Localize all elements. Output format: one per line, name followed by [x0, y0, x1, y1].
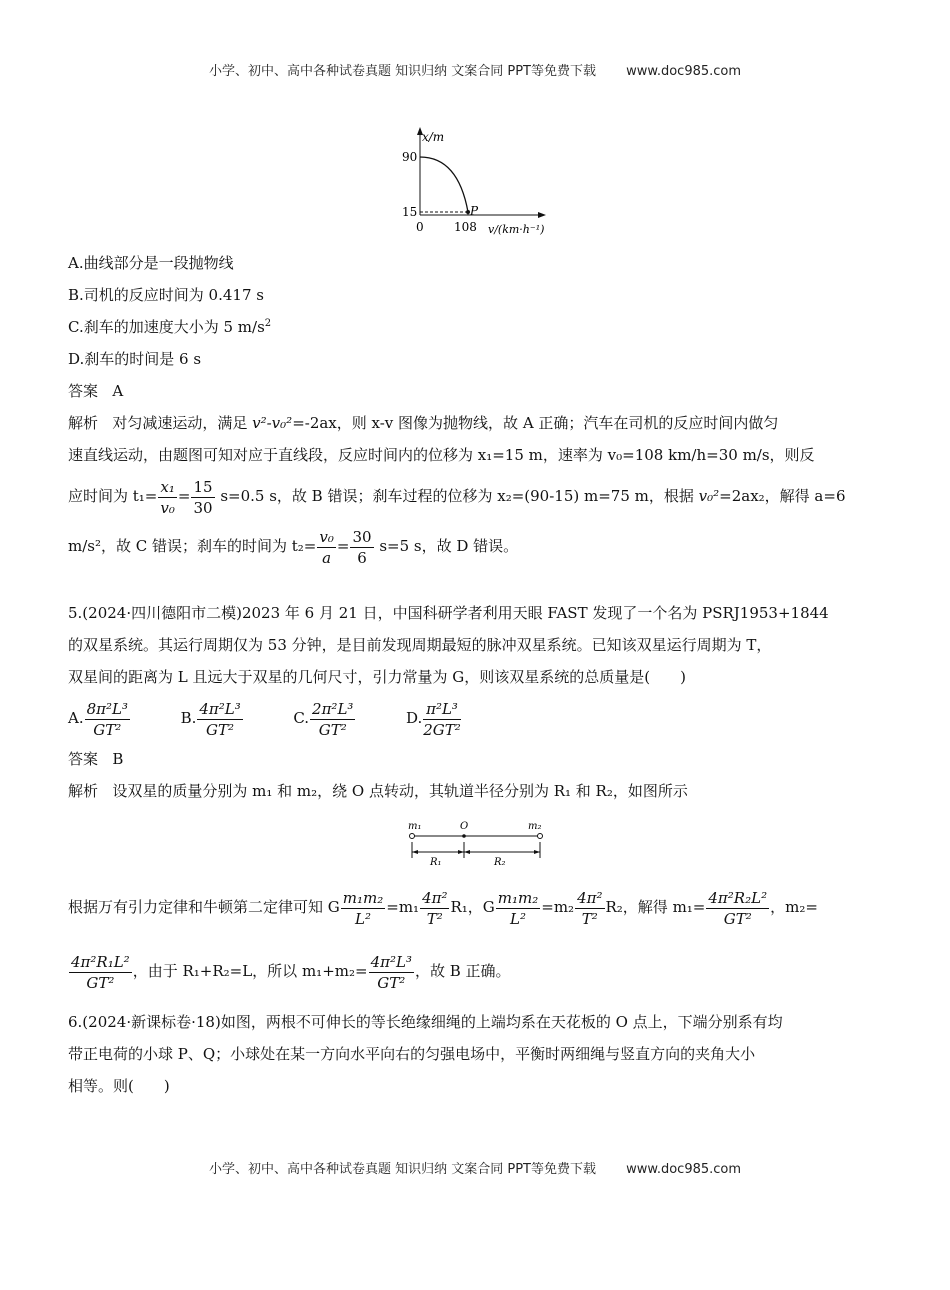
label-o: O	[460, 821, 469, 832]
denominator: L²	[355, 909, 371, 928]
option-a: A.曲线部分是一段抛物线	[68, 254, 234, 272]
q5-option-d	[405, 699, 462, 739]
denominator: 30	[193, 498, 213, 517]
q5-answer-row	[68, 743, 888, 775]
answer-label: 答案	[68, 382, 99, 400]
formula-v2: v²-v₀²	[252, 414, 293, 432]
option-c-text: C.刹车的加速度大小为 5 m/s	[68, 318, 265, 336]
numerator: 2π²L³	[312, 699, 354, 718]
q5-stem-3: 双星间的距离为 L 且远大于双星的几何尺寸，引力常量为 G，则该双星系统的总质量是( )	[68, 668, 686, 686]
option-label: B.	[180, 709, 197, 727]
analysis-text: 对匀减速运动，满足	[112, 414, 248, 432]
analysis-text: =-2ax，则 x-v 图像为抛物线，故 A 正确；汽车在司机的反应时间内做匀	[292, 414, 779, 432]
eq-text: ，由于 R₁+R₂=L，所以 m₁+m₂=	[132, 962, 368, 980]
fraction-sum	[369, 952, 414, 993]
numerator: m₁m₂	[497, 888, 539, 907]
point-p-label: P	[470, 204, 479, 218]
eq-text: =m₂	[541, 898, 575, 916]
numerator: 4π²L³	[370, 952, 412, 971]
option-label: D.	[405, 709, 423, 727]
numerator: m₁m₂	[342, 888, 384, 907]
eq-text: =m₁	[386, 898, 420, 916]
x-v-graph	[390, 125, 560, 240]
fraction-m2	[69, 952, 132, 993]
denominator: GT²	[86, 973, 115, 992]
analysis-text: =2ax₂，解得 a=6	[719, 487, 846, 505]
analysis-line-2: 速直线运动，由题图可知对应于直线段，反应时间内的位移为 x₁=15 m，速率为 v₀=108 km/h=30 m/s，则反	[68, 446, 815, 464]
fraction-15-30	[191, 477, 214, 518]
answer-row	[68, 375, 888, 407]
numerator: π²L³	[423, 699, 461, 720]
numerator: 15	[193, 477, 213, 496]
analysis-line-1	[68, 407, 888, 439]
origin-label: 0	[416, 220, 424, 234]
equation-line-2	[68, 946, 888, 996]
fraction-4pi2-t2	[575, 888, 604, 929]
fraction-m1m2-l2	[341, 888, 385, 929]
analysis-label: 解析	[68, 414, 99, 432]
y-tick-15: 15	[402, 205, 418, 219]
q6-line-2: 带正电荷的小球 P、Q；小球处在某一方向水平向右的匀强电场中，平衡时两细绳与竖直方向的夹角大小	[68, 1045, 756, 1063]
answer-label: 答案	[68, 750, 99, 768]
analysis-text: 设双星的质量分别为 m₁ 和 m₂，绕 O 点转动，其轨道半径分别为 R₁ 和 R₂，如图所示	[112, 782, 688, 800]
option-c-sup: 2	[264, 318, 272, 329]
label-r2: R₂	[494, 857, 506, 868]
q6-line-3: 相等。则( )	[68, 1077, 170, 1095]
numerator: x₁	[160, 477, 175, 496]
label-m2: m₂	[528, 821, 542, 832]
denominator: T²	[426, 909, 443, 928]
analysis-line-3	[68, 471, 888, 521]
eq-text: R₂，解得 m₁=	[605, 898, 706, 916]
fraction	[423, 699, 461, 740]
formula-v02: v₀²	[698, 487, 720, 505]
fraction-x1-v0	[158, 477, 176, 518]
denominator: GT²	[318, 720, 347, 739]
y-axis-label: x/m	[422, 130, 445, 144]
numerator: 4π²R₂L²	[708, 888, 768, 907]
fraction-v0-a	[317, 527, 336, 568]
analysis-text: =	[336, 537, 350, 555]
denominator: GT²	[93, 720, 122, 739]
numerator: 4π²	[577, 888, 603, 907]
numerator: 4π²	[422, 888, 448, 907]
footer-text: 小学、初中、高中各种试卷真题 知识归纳 文案合同 PPT等免费下载	[208, 1162, 596, 1177]
numerator: 4π²L³	[199, 699, 241, 718]
numerator: 4π²R₁L²	[71, 952, 130, 971]
question-6-block	[68, 1006, 888, 1102]
x-tick-108: 108	[454, 220, 477, 234]
label-m1: m₁	[408, 821, 422, 832]
equation-line-1	[68, 882, 888, 932]
page-header	[0, 60, 950, 79]
analysis-text: s=0.5 s，故 B 错误；刹车过程的位移为 x₂=(90-15) m=75 m，根据	[215, 487, 699, 505]
analysis-line-4	[68, 521, 888, 571]
header-url[interactable]: www.doc985.com	[626, 64, 742, 79]
fraction-m1	[706, 888, 769, 929]
q5-stem-2: 的双星系统。其运行周期仅为 53 分钟，是目前发现周期最短的脉冲双星系统。已知该双星运行周期为 T，	[68, 636, 772, 654]
denominator: 2GT²	[423, 720, 461, 739]
binary-star-diagram	[402, 818, 552, 870]
denominator: 6	[357, 548, 367, 567]
y-tick-90: 90	[402, 150, 418, 164]
analysis-text: m/s²，故 C 错误；刹车的时间为 t₂=	[68, 537, 317, 555]
analysis-text: =	[177, 487, 191, 505]
page-footer	[0, 1158, 950, 1177]
q6-line-1: 6.(2024·新课标卷·18)如图，两根不可伸长的等长绝缘细绳的上端均系在天花板的 O 点上，下端分别系有均	[68, 1013, 783, 1031]
fraction-4pi2-t2	[420, 888, 449, 929]
fraction-m1m2-l2	[496, 888, 540, 929]
denominator: GT²	[723, 909, 752, 928]
fraction-30-6	[350, 527, 373, 568]
q5-analysis-line-1	[68, 775, 888, 807]
denominator: T²	[581, 909, 598, 928]
q5-option-a	[68, 699, 131, 739]
numerator: v₀	[319, 527, 334, 546]
option-b: B.司机的反应时间为 0.417 s	[68, 286, 264, 304]
q5-option-b	[180, 699, 244, 739]
x-axis-label: v/(km·h⁻¹)	[488, 223, 545, 236]
header-text: 小学、初中、高中各种试卷真题 知识归纳 文案合同 PPT等免费下载	[208, 64, 596, 79]
option-d: D.刹车的时间是 6 s	[68, 350, 202, 368]
denominator: GT²	[377, 973, 406, 992]
eq-text: ，故 B 正确。	[414, 962, 511, 980]
fraction	[310, 699, 355, 740]
label-r1: R₁	[430, 857, 442, 868]
fraction	[85, 699, 130, 740]
eq-text: R₁，G	[450, 898, 495, 916]
numerator: 8π²L³	[86, 699, 128, 718]
denominator: GT²	[206, 720, 235, 739]
question-5-block	[68, 597, 888, 807]
q5-option-c	[293, 699, 356, 739]
answer-value: A	[112, 382, 124, 400]
eq-text: 根据万有引力定律和牛顿第二定律可知 G	[68, 898, 340, 916]
question-4-block	[68, 247, 888, 571]
option-label: A.	[68, 709, 84, 727]
footer-url[interactable]: www.doc985.com	[626, 1162, 742, 1177]
fraction	[197, 699, 242, 740]
denominator: v₀	[160, 498, 175, 517]
option-c	[68, 311, 888, 343]
answer-value: B	[112, 750, 124, 768]
q5-equations	[68, 882, 888, 996]
analysis-text: s=5 s，故 D 错误。	[374, 537, 519, 555]
eq-text: ，m₂=	[770, 898, 818, 916]
option-label: C.	[293, 709, 310, 727]
denominator: a	[322, 548, 332, 567]
numerator: 30	[352, 527, 372, 546]
analysis-text: 应时间为 t₁=	[68, 487, 158, 505]
q5-stem-1: 5.(2024·四川德阳市二模)2023 年 6 月 21 日，中国科研学者利用天眼 FAST 发现了一个名为 PSRJ1953+1844	[68, 604, 829, 622]
q5-options	[68, 693, 888, 743]
analysis-label: 解析	[68, 782, 99, 800]
denominator: L²	[510, 909, 527, 928]
